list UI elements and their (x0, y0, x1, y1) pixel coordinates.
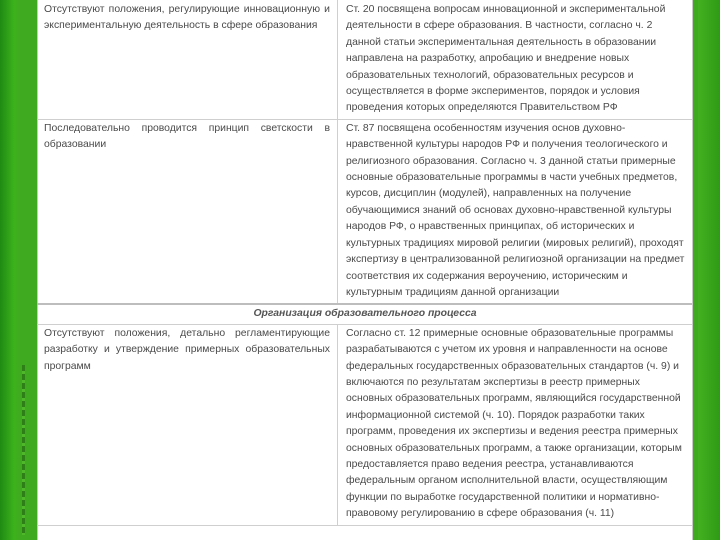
new-law-cell: Ст. 87 посвящена особенностям изучения основ духовно-нравственной культуры народов РФ и получения теологического и религиозного образования. Согласно ч. 3 данной статьи примерные основные образовательные программы в части учебных предметов, курсов, дисциплин (модулей), направленных на получение обучающимися знаний об основах духовно-нравственной культуры народов РФ, о нравственных принципах, об исторических и культурных традициях мировой религии (мировых религий), проходят экспертизу в централизованной религиозной организации на предмет соответствия их содержания вероучению, историческим и культурным традициям данной организации (338, 119, 694, 304)
section-header-row (37, 304, 693, 324)
table-row (37, 119, 693, 304)
table-row (37, 0, 693, 119)
comparison-table (37, 0, 693, 526)
section-title: Организация образовательного процесса (37, 304, 693, 324)
left-decorative-edge (0, 0, 20, 540)
old-law-cell: Отсутствуют положения, регулирующие инновационную и экспериментальную деятельность в сфере образования (37, 0, 338, 119)
new-law-cell: Согласно ст. 12 примерные основные образовательные программы разрабатываются с учетом их уровня и направленности на основе федеральных государственных образовательных стандартов (ч. 9) и включаются по результатам экспертизы в реестр примерных основных образовательных программ, являющийся государственной информационной системой (ч. 10). Порядок разработки таких программ, проведения их экспертизы и ведения реестра примерных основных образовательных программ, а также организации, которым предоставляется право ведения реестра, устанавливаются федеральным органом исполнительной власти, осуществляющим функции по выработке государственной политики и нормативно-правовому регулированию в сфере образования (ч. 11) (338, 324, 694, 525)
table-row (37, 324, 693, 525)
old-law-cell: Отсутствуют положения, детально регламентирующие разработку и утверждение примерных образовательных программ (37, 324, 338, 525)
old-law-cell: Последовательно проводится принцип светскости в образовании (37, 119, 338, 304)
document-sheet (37, 0, 693, 540)
new-law-cell: Ст. 20 посвящена вопросам инновационной и экспериментальной деятельности в сфере образования. В частности, согласно ч. 2 данной статьи экспериментальная деятельность в образовании направлена на разработку, апробацию и внедрение новых образовательных технологий, образовательных ресурсов и осуществляется в форме экспериментов, порядок и условия проведения которых определяются Правительством РФ (338, 0, 694, 119)
right-decorative-band (698, 0, 720, 540)
left-decorative-mark (22, 365, 25, 535)
